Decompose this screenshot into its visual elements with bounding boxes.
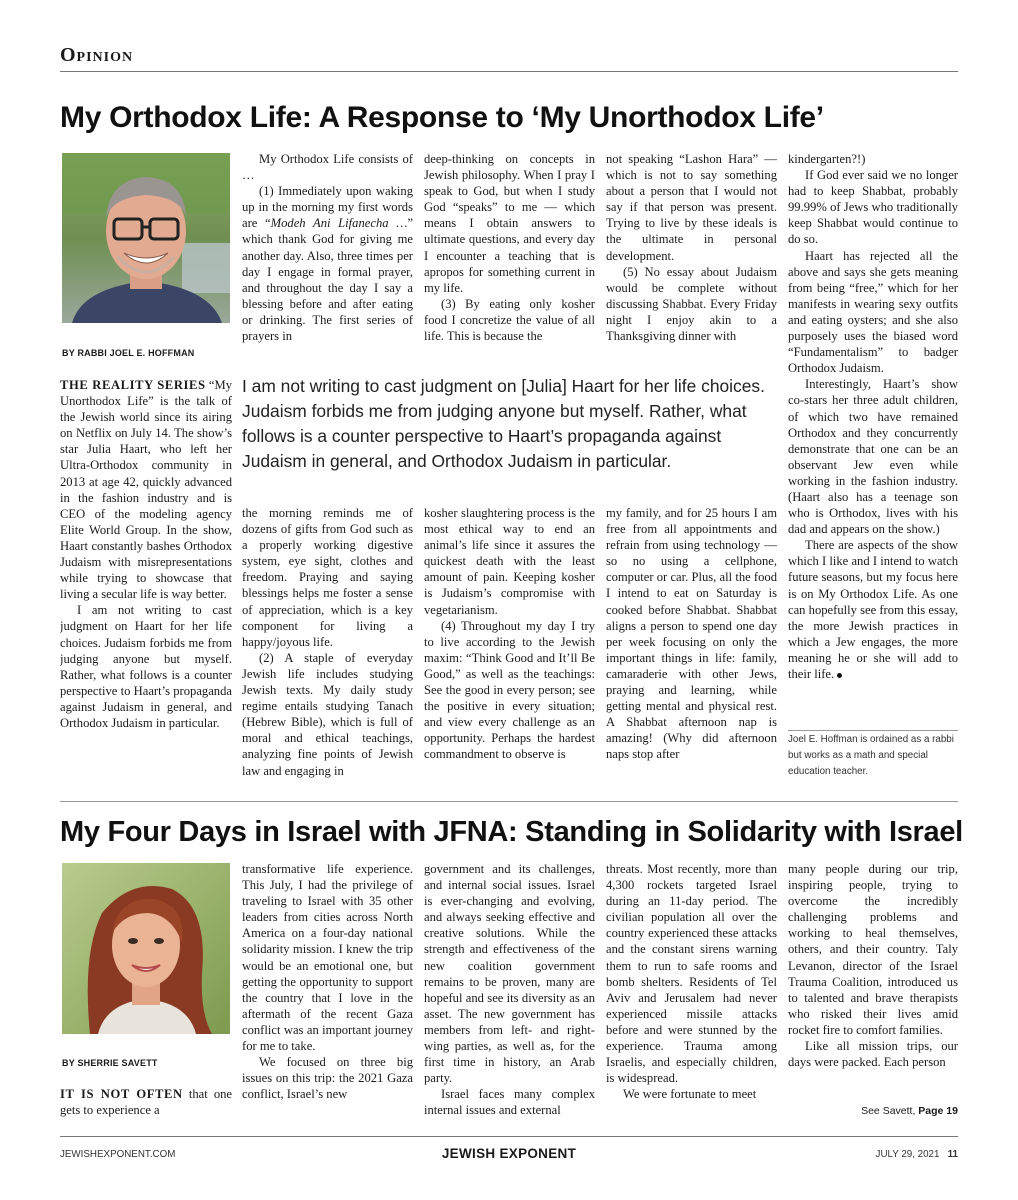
paragraph: ” which thank God for giving me another day. Also, three times per day I engage in formal prayer, and throughout the day I say a blessing before and after eating or drinking. The first series of prayers in (242, 216, 413, 344)
header-rule (60, 71, 958, 72)
article-divider (60, 801, 958, 802)
article1-column-2-top (242, 151, 413, 345)
end-mark-icon (837, 673, 842, 678)
hebrew-phrase: Modeh Ani Lifanecha … (270, 216, 408, 231)
article2-column-5 (788, 861, 958, 1091)
bio-rule (788, 730, 958, 731)
author-portrait-image (62, 863, 230, 1034)
article2-column-4 (606, 861, 777, 1123)
page-number: 11 (947, 1149, 958, 1160)
paragraph: that one gets to experience a (60, 1087, 232, 1118)
paragraph: There are aspects of the show which I like and I intend to watch future seasons, but my focus here is on My Orthodox Life. As one can hopefully see from this essay, the more Jewish practices in which a Jew engages, the more meaning he or she will add to their life. (788, 538, 958, 681)
article2-headline[interactable]: My Four Days in Israel with JFNA: Standing in Solidarity with Israel (60, 816, 963, 848)
author-photo-hoffman (62, 153, 230, 323)
article1-byline: BY RABBI JOEL E. HOFFMAN (62, 348, 195, 358)
author-photo-savett (62, 863, 230, 1034)
continued-page: Page 19 (918, 1105, 958, 1117)
paragraph: (1) Immediately upon waking up in the morning my first words are “ (242, 184, 413, 231)
article2-column-2 (242, 861, 413, 1123)
paragraph: not speaking “Lashon Hara” — which is not to say something about a person that I would not say if that person was present. Trying to live by these ideals is the ultimate in personal development. (606, 152, 777, 263)
article1-column-5 (788, 151, 958, 721)
article2-column-3 (424, 861, 595, 1123)
paragraph: We were fortunate to meet (623, 1087, 757, 1102)
paragraph: (4) Throughout my day I try to live according to the Jewish maxim: “Think Good and It’ll Be Good,” as well as the teachings: See the good in every person; see the positive in every situation; and view every challenge as an opportunity. Perhaps the hardest commandment to observe is (424, 618, 595, 762)
paragraph: “My Unorthodox Life” is the talk of the Jewish world since its airing on Netflix on July 14. The show’s star Julia Haart, who left her Ultra-Orthodox community in 2013 at age 42, quickly advanced in the fashion industry and is CEO of the modeling agency Elite World Group. In the show, Haart constantly bashes Orthodox Judaism with misrepresentations while trying to showcase that living a secular life is way better. (60, 378, 232, 602)
article1-column-2-bottom (242, 505, 413, 779)
paragraph: government and its challenges, and internal social issues. Israel is ever-changing and evolving, and always seeking effective and creative solutions. While the strength and effectiveness of the new coalition government remains to be proven, many are hopeful and see its diversity as an asset. The new government has members from left- and right-wing parties, as well as, for the first time in history, an Arab party. (424, 862, 595, 1086)
paragraph: kindergarten?!) (788, 152, 866, 166)
article1-lead: THE REALITY SERIES (60, 378, 206, 392)
article1-column-4-top (606, 151, 777, 345)
continued-reference[interactable] (861, 1105, 958, 1117)
article2-byline: BY SHERRIE SAVETT (62, 1058, 158, 1068)
paragraph: threats. Most recently, more than 4,300 rockets targeted Israel during an 11-day period. The civilian population all over the country experienced these attacks and the constant sirens warning them to run to safe rooms and bomb shelters. Residents of Tel Aviv and Jerusalem had never experienced missile attacks before and were stunned by the experience. Trauma among Israelis, and especially children, is widespread. (606, 862, 777, 1086)
paragraph: Haart has rejected all the above and says she gets meaning from being “free,” which for her manifests in wearing sexy outfits and eating oysters; and she also purposely uses the biased word “Fundamentalism” to badger Orthodox Judaism. (788, 248, 958, 376)
pull-quote: I am not writing to cast judgment on [Julia] Haart for her life choices. Judaism forbids me from judging anyone but myself. Rather, what follows is a counter perspective to Haart’s propaganda against Judaism in general, and Orthodox Judaism in particular. (242, 376, 765, 471)
article1-column-1 (60, 377, 232, 779)
paragraph: transformative life experience. This July, I had the privilege of traveling to Israel with 35 other leaders from cities across North America on a four-day national solidarity mission. I knew the trip would be an emotional one, but getting the opportunity to support the country that I love in the aftermath of the recent Gaza conflict was an important journey for me to take. (242, 862, 413, 1054)
footer-website[interactable]: JEWISHEXPONENT.COM (60, 1149, 176, 1160)
paragraph: Like all mission trips, our days were packed. Each person (788, 1039, 958, 1070)
paragraph: (5) No essay about Judaism would be complete without discussing Shabbat. Every Friday night I enjoy akin to a Thanksgiving dinner with (606, 264, 777, 344)
paragraph: We focused on three big issues on this trip: the 2021 Gaza conflict, Israel’s new (242, 1055, 413, 1102)
paragraph: If God ever said we no longer had to keep Shabbat, probably 99.99% of Jews who traditionally keep Shabbat would continue to do so. (788, 168, 958, 247)
footer-date: JULY 29, 2021 (875, 1149, 940, 1160)
article2-lead: IT IS NOT OFTEN (60, 1087, 183, 1101)
footer-rule (60, 1136, 958, 1137)
article2-column-1 (60, 1086, 232, 1122)
paragraph: many people during our trip, inspiring people, trying to overcome the incredibly challenging problems and working to heal themselves, others, and their country. Taly Levanon, director of the Israel Trauma Coalition, introduced us to talented and brave therapists who risked their lives amid rocket fire to comfort families. (788, 862, 958, 1037)
author-portrait-image (62, 153, 230, 323)
author-bio: Joel E. Hoffman is ordained as a rabbi but works as a math and special education teacher. (788, 734, 954, 777)
article1-headline[interactable]: My Orthodox Life: A Response to ‘My Unorthodox Life’ (60, 101, 824, 134)
paragraph: the morning reminds me of dozens of gifts from God such as a properly working digestive system, eye sight, clothes and freedom. Praying and saying blessings helps me foster a sense of appreciation, which is a key component for living a happy/joyous life. (242, 506, 413, 649)
paragraph: (3) By eating only kosher food I concretize the value of all life. This is because the (424, 296, 595, 344)
paragraph: kosher slaughtering process is the most ethical way to end an animal’s life since it assures the quickest death with the least amount of pain. Keeping kosher is Judaism’s compromise with vegetarianism. (424, 506, 595, 617)
paragraph: I am not writing to cast judgment on Haart for her life choices. Judaism forbids me from judging anyone but myself. Rather, what follows is a counter perspective to Haart’s propaganda against Judaism in general, and Orthodox Judaism in particular. (60, 603, 232, 730)
article1-column-3-top (424, 151, 595, 345)
continued-label: See Savett, (861, 1105, 919, 1117)
article1-column-4-bottom (606, 505, 777, 779)
paragraph: my family, and for 25 hours I am free from all appointments and refrain from using technology — so no using a cellphone, computer or car. Plus, all the food I intend to eat on Saturday is cooked before Shabbat. Shabbat aligns a person to spend one day per week focusing on only the important things in life: family, camaraderie with other Jews, praying and learning, while getting mental and physical rest. A Shabbat afternoon nap is amazing! (Why did afternoon naps stop after (606, 506, 777, 762)
paragraph: deep-thinking on concepts in Jewish philosophy. When I pray I speak to God, but when I study God “speaks” to me — which means I obtain answers to ultimate questions, and every day I encounter a teaching that is apropos for something current in my life. (424, 152, 595, 295)
footer-publication: JEWISH EXPONENT (441, 1146, 577, 1161)
paragraph: (2) A staple of everyday Jewish life includes studying Jewish texts. My daily study regime entails studying Tanach (Hebrew Bible), which is full of moral and ethical teachings, analyzing fine points of Jewish law and engaging in (242, 650, 413, 778)
article1-column-3-bottom (424, 505, 595, 779)
footer-date-page (876, 1149, 958, 1160)
paragraph: Interestingly, Haart’s show co-stars her three adult children, of which two have remained Orthodox and they concurrently demonstrate that one can be an observant Jew even while working in the fashion industry. (Haart also has a teenage son who is Orthodox, lives with his dad and appears on the show.) (788, 377, 958, 537)
paragraph: My Orthodox Life consists of … (242, 152, 413, 183)
section-label: Opinion (60, 44, 134, 66)
paragraph: Israel faces many complex internal issues and external (424, 1087, 595, 1118)
